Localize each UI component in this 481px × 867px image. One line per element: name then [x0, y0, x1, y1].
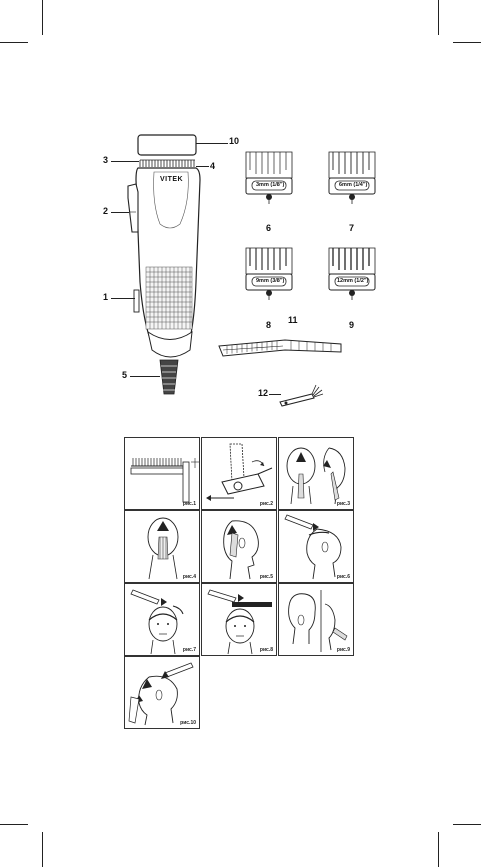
figure-panel-10 [124, 656, 200, 729]
callout-8: 8 [266, 320, 272, 330]
leader-line [111, 161, 139, 162]
figure-panel-2 [201, 437, 277, 510]
figure-label: рис.4 [182, 574, 196, 580]
figure-label: рис.6 [336, 574, 350, 580]
callout-5: 5 [122, 370, 128, 380]
figure-label: рис.2 [259, 501, 273, 507]
attachment-size-label: 6mm (1/4") [339, 182, 368, 188]
figure-label: рис.7 [182, 647, 196, 653]
figure-label: рис.5 [259, 574, 273, 580]
figure-panel-9 [278, 583, 354, 656]
figure-label: рис.9 [336, 647, 350, 653]
attachment-size-label: 3mm (1/8") [256, 182, 285, 188]
crop-mark [453, 42, 481, 43]
callout-10: 10 [229, 136, 240, 146]
figure-label: рис.1 [182, 501, 196, 507]
figure-label: рис.3 [336, 501, 350, 507]
figure-label: рис.8 [259, 647, 273, 653]
leader-line [111, 212, 129, 213]
leader-line [196, 166, 209, 167]
crop-mark [438, 0, 439, 35]
figure-panel-6 [278, 510, 354, 583]
crop-mark [0, 42, 28, 43]
figure-label: рис.10 [180, 720, 196, 726]
clipper-illustration [100, 132, 250, 404]
callout-2: 2 [103, 206, 109, 216]
callout-9: 9 [349, 320, 355, 330]
brand-logo: VITEK [160, 176, 184, 183]
crop-mark [0, 824, 28, 825]
figure-panel-3 [278, 437, 354, 510]
callout-12: 12 [258, 388, 269, 398]
cleaning-brush-illustration [276, 382, 326, 410]
crop-mark [438, 832, 439, 867]
figure-panel-7 [124, 583, 200, 656]
crop-mark [453, 824, 481, 825]
leader-line [269, 394, 281, 395]
figure-panel-4 [124, 510, 200, 583]
figure-panel-8 [201, 583, 277, 656]
figure-panel-5 [201, 510, 277, 583]
leader-line [111, 298, 135, 299]
callout-1: 1 [103, 292, 109, 302]
crop-mark [42, 832, 43, 867]
figure-panel-1 [124, 437, 200, 510]
callout-4: 4 [210, 161, 216, 171]
attachment-size-label: 12mm (1/2") [337, 278, 369, 284]
callout-7: 7 [349, 223, 355, 233]
attachment-size-label: 9mm (3/8") [256, 278, 285, 284]
callout-3: 3 [103, 155, 109, 165]
leader-line [130, 376, 160, 377]
callout-11: 11 [288, 315, 298, 325]
leader-line [196, 143, 228, 144]
crop-mark [42, 0, 43, 35]
callout-6: 6 [266, 223, 272, 233]
comb-illustration [215, 330, 345, 360]
